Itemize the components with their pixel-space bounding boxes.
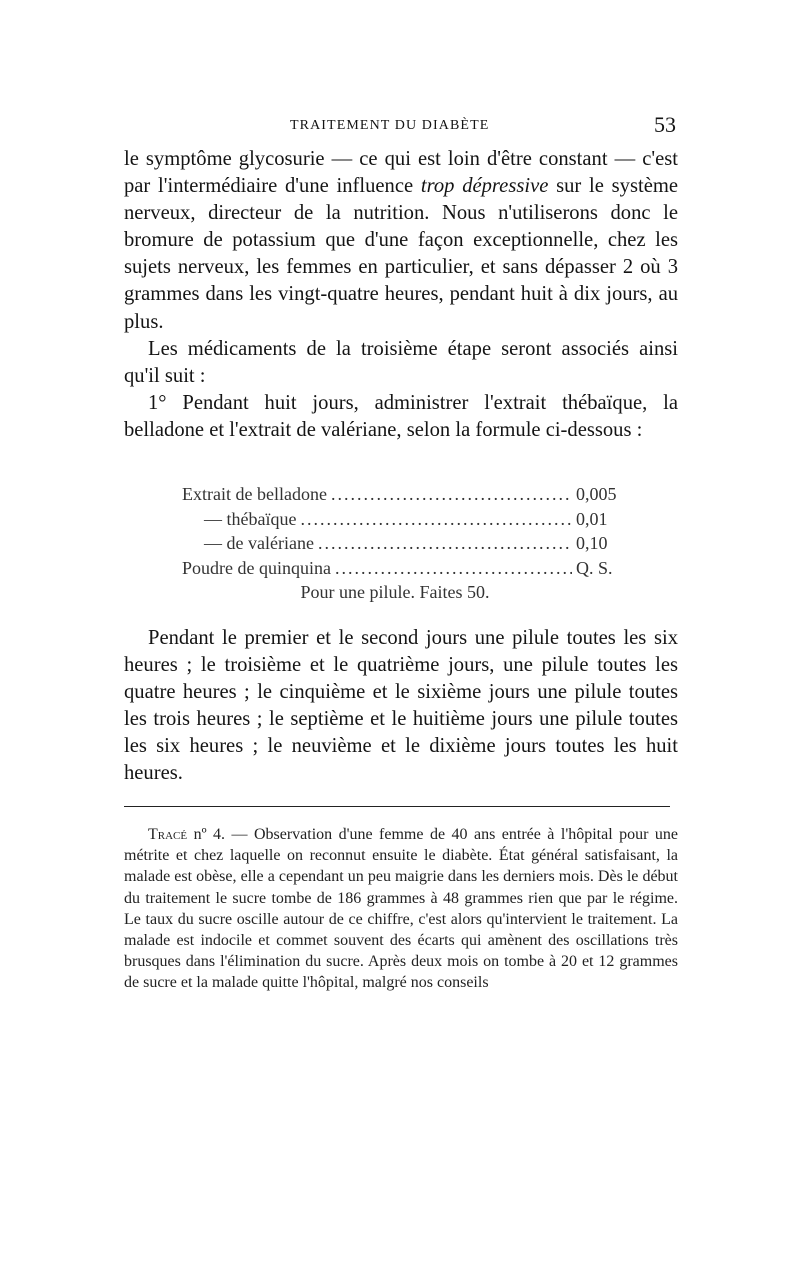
formula-ingredient: — de valériane (204, 533, 314, 553)
page-header (124, 110, 680, 140)
formula-ingredient: — thébaïque (204, 508, 297, 529)
page-number: 53 (654, 112, 676, 137)
main-text (124, 146, 678, 444)
dot-leader (331, 482, 572, 507)
formula-dose: 0,005 (576, 484, 617, 504)
running-title: TRAITEMENT DU DIABÈTE (290, 118, 490, 133)
footnote-lead: Tracé (148, 826, 188, 843)
formula-row (182, 507, 628, 532)
formula-ingredient: Poudre de quinquina (182, 557, 331, 578)
footnote-divider (124, 806, 670, 807)
formula-row (182, 531, 628, 556)
formula-row (182, 556, 628, 581)
formula-dose: Q. S. (576, 557, 613, 578)
formula-ingredient: Extrait de belladone (182, 484, 327, 504)
formula-dose: 0,10 (576, 533, 608, 553)
prescription-formula (182, 482, 628, 605)
paragraph-continuation: le symptôme glycosurie — ce qui est loin d'être constant — c'est par l'intermédiaire d'une influence trop dépressive sur le système nerveux, directeur de la nutrition. Nous n'utiliserons donc le bromure de potassium que d'une façon exceptionnelle, chez les sujets nerveux, les femmes en particulier, et sans dépasser 2 où 3 grammes dans les vingt-quatre heures, pendant huit à dix jours, au plus. (124, 148, 678, 333)
paragraph-third-stage: Les médicaments de la troisième étape seront associés ainsi qu'il suit : (124, 337, 678, 387)
formula-dose: 0,01 (576, 508, 608, 529)
paragraph-dosage: Pendant le premier et le second jours une pilule toutes les six heures ; le troisième et le quatrième jours, une pilule toutes les quatre heures ; le cinquième et le sixième jours une pilule toutes les trois heures ; le septième et le huitième jours une pilule toutes les six heures ; le neuvième et le dixième jours toutes les huit heures. (124, 627, 678, 785)
footnote-text: Tracé nº 4. — Observation d'une femme de 40 ans entrée à l'hôpital pour une métrite et chez laquelle on reconnut ensuite le diabète. État général satisfaisant, la malade est obèse, elle a cependant un peu maigrie dans les derniers mois. Dès le début du traitement le sucre tombe de 186 grammes à 48 grammes rien que par le régime. Le taux du sucre oscille autour de ce chiffre, c'est alors qu'intervient le traitement. La malade est indocile et commet souvent des écarts qui amènent des oscillations très brusques dans l'élimination du sucre. Après deux mois on tombe à 20 et 12 grammes de sucre et la malade quitte l'hôpital, malgré nos conseils (124, 826, 678, 992)
dot-leader (318, 531, 572, 556)
dosage-text (124, 625, 678, 788)
formula-row (182, 482, 628, 507)
italic-phrase: trop dépressive (420, 175, 549, 198)
dot-leader (300, 507, 572, 532)
dot-leader (335, 556, 572, 581)
footnote (124, 824, 678, 994)
paragraph-first-step: 1° Pendant huit jours, administrer l'extrait thébaïque, la belladone et l'extrait de valériane, selon la formule ci-dessous : (124, 391, 678, 441)
formula-footer: Pour une pilule. Faites 50. (300, 582, 490, 602)
